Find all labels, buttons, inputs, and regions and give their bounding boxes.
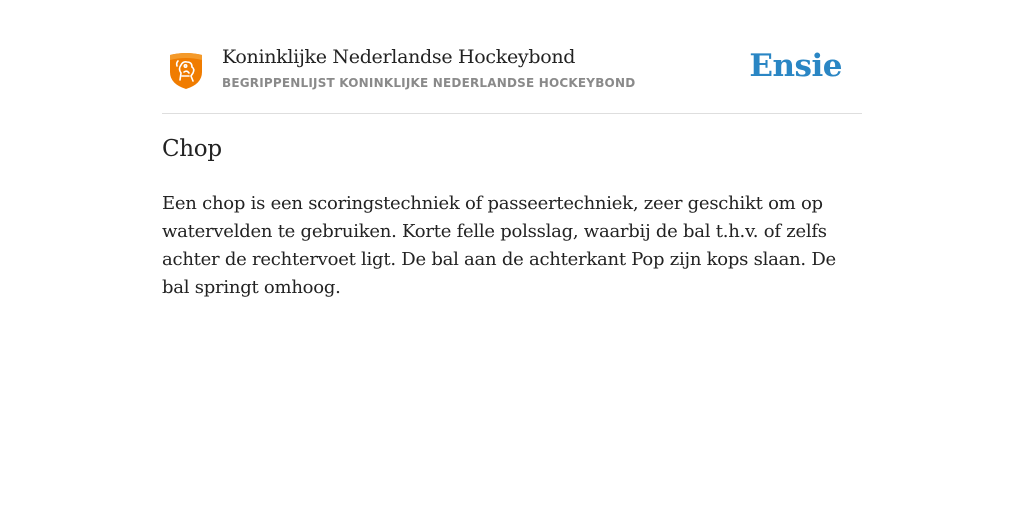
ensie-logo-link[interactable]: Ensie [749,48,842,84]
header [162,42,862,114]
org-name[interactable]: Koninklijke Nederlandse Hockeybond [222,46,576,68]
term-definition: Een chop is een scoringstechniek of passeertechniek, zeer geschikt om op watervelden te gebruiken. Korte felle polsslag, waarbij de bal t.h.v. of zelfs achter de rechtervoet ligt. De bal aan de achterkant Pop zijn kops slaan. De bal springt omhoog. [162,193,836,298]
term-title: Chop [162,136,222,162]
glossary-subtitle[interactable]: BEGRIPPENLIJST KONINKLIJKE NEDERLANDSE HOCKEYBOND [222,76,636,90]
lion-shield-icon[interactable] [168,52,204,90]
